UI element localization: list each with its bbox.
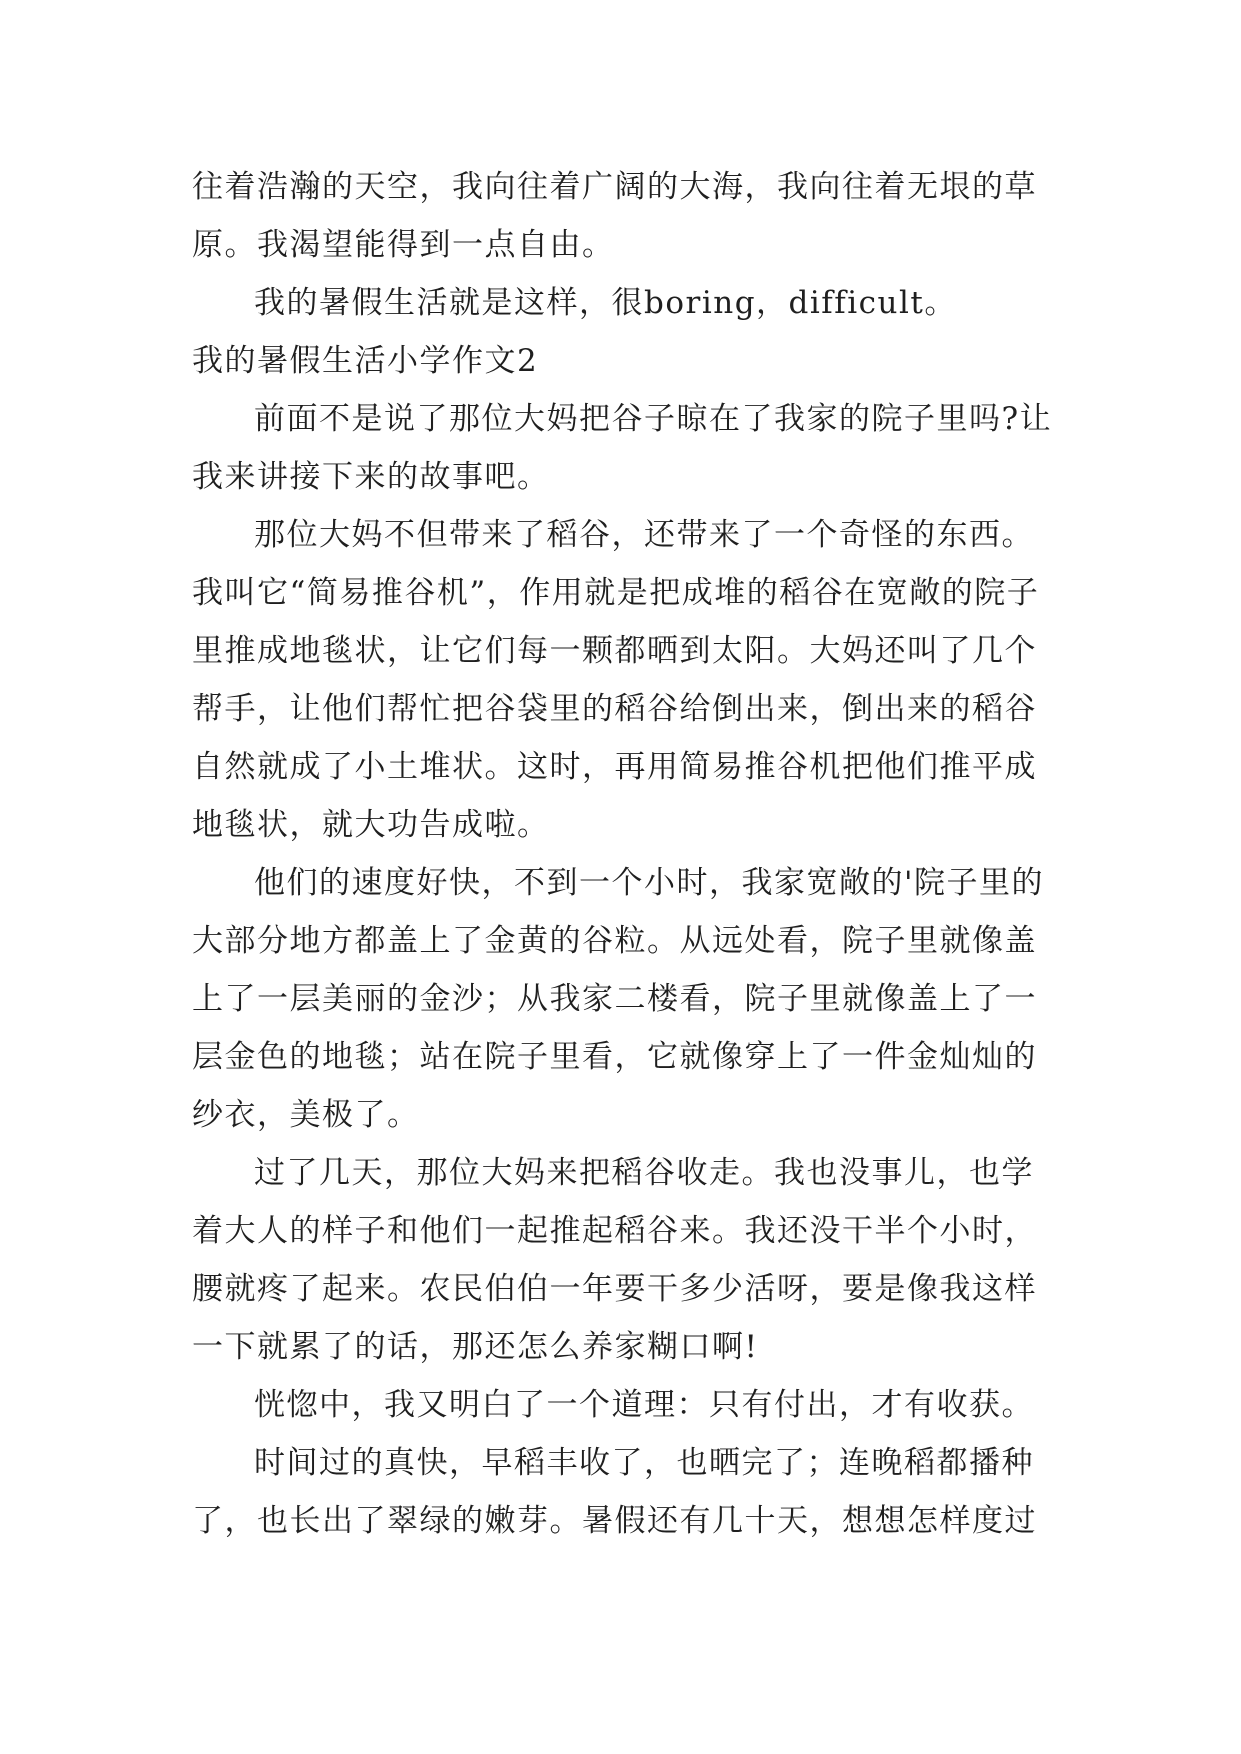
paragraph-7: 恍惚中，我又明白了一个道理：只有付出，才有收获。 [254,1387,1034,1423]
paragraph-2: 我的暑假生活就是这样，很boring，difficult。 [254,285,957,321]
paragraph-1: 往着浩瀚的天空，我向往着广阔的大海，我向往着无垠的草原。我渴望能得到一点自由。 [192,169,1037,263]
paragraph-8: 时间过的真快，早稻丰收了，也晒完了；连晚稻都播种了，也长出了翠绿的嫩芽。暑假还有几十天，想想怎样度过 [192,1445,1037,1539]
paragraph-5: 他们的速度好快，不到一个小时，我家宽敞的'院子里的大部分地方都盖上了金黄的谷粒。从远处看，院子里就像盖上了一层美丽的金沙；从我家二楼看，院子里就像盖上了一层金色的地毯；站在院子里看，它就像穿上了一件金灿灿的纱衣，美极了。 [192,865,1045,1133]
paragraph-4: 那位大妈不但带来了稻谷，还带来了一个奇怪的东西。我叫它“简易推谷机”，作用就是把成堆的稻谷在宽敞的院子里推成地毯状，让它们每一颗都晒到太阳。大妈还叫了几个帮手，让他们帮忙把谷袋里的稻谷给倒出来，倒出来的稻谷自然就成了小土堆状。这时，再用简易推谷机把他们推平成地毯状，就大功告成啦。 [192,517,1040,843]
document-body [192,158,1056,1550]
section-heading: 我的暑假生活小学作文2 [192,343,539,379]
paragraph-6: 过了几天，那位大妈来把稻谷收走。我也没事儿，也学着大人的样子和他们一起推起稻谷来。我还没干半个小时，腰就疼了起来。农民伯伯一年要干多少活呀，要是像我这样一下就累了的话，那还怎么养家糊口啊! [192,1155,1037,1365]
paragraph-3: 前面不是说了那位大妈把谷子晾在了我家的院子里吗?让我来讲接下来的故事吧。 [192,401,1053,495]
